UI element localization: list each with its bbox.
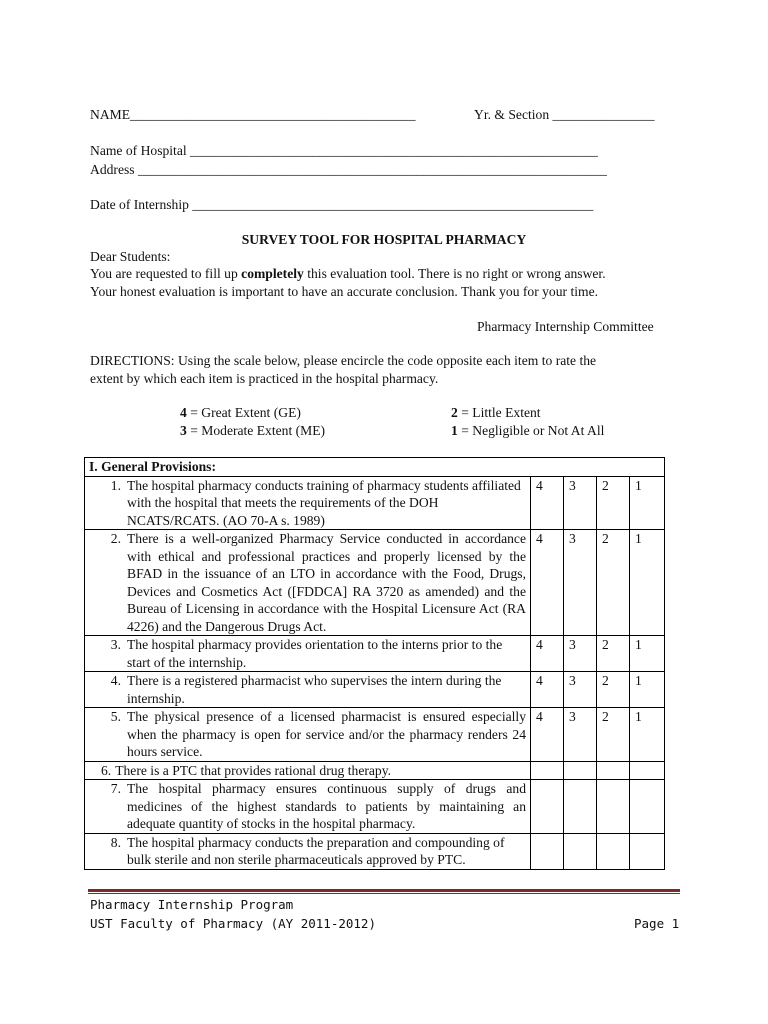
score-1[interactable]: 1 (630, 636, 665, 672)
score-3[interactable]: 3 (564, 636, 597, 672)
directions-line-1: DIRECTIONS: Using the scale below, please encircle the code opposite each item to rate the (90, 353, 597, 368)
score-3[interactable]: 3 (564, 530, 597, 636)
item-cell (85, 780, 531, 834)
scale-code: 3 (180, 423, 187, 438)
table-row (85, 833, 665, 869)
score-3[interactable]: 3 (564, 476, 597, 530)
score-4[interactable]: 4 (531, 476, 564, 530)
intro-line-1-b: this evaluation tool. There is no right or wrong answer. (303, 266, 606, 281)
item-number: 3. (110, 637, 121, 652)
directions-line-2: extent by which each item is practiced in the hospital pharmacy. (90, 371, 439, 386)
score-2[interactable]: 2 (597, 530, 630, 636)
score-1[interactable]: 1 (630, 708, 665, 762)
footer-program: Pharmacy Internship Program (90, 897, 294, 912)
score-2[interactable]: 2 (597, 708, 630, 762)
score-2[interactable] (597, 761, 630, 780)
table-row (85, 672, 665, 708)
intro-emphasis: completely (241, 266, 304, 281)
table-row (85, 761, 665, 780)
scale-label: = Great Extent (GE) (186, 405, 301, 420)
score-3[interactable] (564, 780, 597, 834)
item-text: There is a registered pharmacist who supervises the intern during the internship. (127, 673, 502, 706)
scale-label: = Little Extent (457, 405, 541, 420)
section-title: I. General Provisions: (85, 458, 665, 477)
table-row (85, 780, 665, 834)
score-1[interactable] (630, 761, 665, 780)
signature: Pharmacy Internship Committee (477, 319, 654, 334)
table-row (85, 708, 665, 762)
intro-line-1-a: You are requested to fill up (90, 266, 242, 281)
score-1[interactable] (630, 833, 665, 869)
scale-item-4 (180, 405, 301, 421)
score-3[interactable] (564, 761, 597, 780)
score-1[interactable]: 1 (630, 476, 665, 530)
score-3[interactable] (564, 833, 597, 869)
item-cell (85, 761, 531, 780)
scale-label: = Moderate Extent (ME) (186, 423, 326, 438)
item-text: There is a well-organized Pharmacy Service conducted in accordance with ethical and professional practices and properly licensed by the BFAD in the issuance of an LTO in accordance with the Food, Drugs, Devices and Cosmetics Act ([FDDCA] RA 3720 as amended) and the Bureau of Licensing in accordance with the Hospital Licensure Act (RA 4226) and the Dangerous Drugs Act. (127, 531, 526, 634)
score-1[interactable] (630, 780, 665, 834)
survey-table (84, 457, 665, 870)
scale-item-3 (180, 423, 325, 439)
item-number: 5. (110, 709, 121, 724)
score-3[interactable]: 3 (564, 672, 597, 708)
item-number: 2. (110, 531, 121, 546)
item-number: 6. (101, 762, 112, 778)
score-1[interactable]: 1 (630, 672, 665, 708)
scale-item-2 (451, 405, 541, 421)
item-cell (85, 476, 531, 530)
scale-item-1 (451, 423, 604, 439)
footer-rule-thin (88, 893, 680, 894)
table-row (85, 530, 665, 636)
score-2[interactable]: 2 (597, 672, 630, 708)
hospital-name-field[interactable]: Name of Hospital ____________________________________________________________ (90, 143, 598, 158)
score-2[interactable]: 2 (597, 636, 630, 672)
intro-line-1 (90, 266, 606, 282)
score-4[interactable] (531, 780, 564, 834)
yr-section-field[interactable]: Yr. & Section _______________ (474, 107, 655, 122)
item-number: 4. (110, 673, 121, 688)
scale-code: 1 (451, 423, 458, 438)
item-text: The physical presence of a licensed pharmacist is ensured especially when the pharmacy is open for service and/or the pharmacy renders 24 hours service. (127, 709, 526, 759)
document-title: SURVEY TOOL FOR HOSPITAL PHARMACY (241, 232, 527, 247)
item-cell (85, 672, 531, 708)
intro-line-2: Your honest evaluation is important to have an accurate conclusion. Thank you for your time. (90, 284, 599, 299)
scale-code: 2 (451, 405, 458, 420)
item-cell (85, 636, 531, 672)
score-2[interactable]: 2 (597, 476, 630, 530)
item-text: The hospital pharmacy conducts the preparation and compounding of bulk sterile and non sterile pharmaceuticals approved by PTC. (127, 834, 505, 867)
footer-faculty: UST Faculty of Pharmacy (AY 2011-2012) (90, 916, 376, 931)
scale-code: 4 (180, 405, 187, 420)
item-cell (85, 530, 531, 636)
item-text: There is a PTC that provides rational drug therapy. (115, 762, 392, 778)
item-text: The hospital pharmacy ensures continuous supply of drugs and medicines of the highest standards to patients by maintaining an adequate quantity of stocks in the hospital pharmacy. (127, 781, 526, 831)
name-field[interactable]: NAME__________________________________________ (90, 107, 416, 122)
score-4[interactable] (531, 761, 564, 780)
section-header-row (85, 458, 665, 477)
page-number: Page 1 (634, 916, 680, 931)
item-cell (85, 708, 531, 762)
score-3[interactable]: 3 (564, 708, 597, 762)
item-number: 1. (110, 477, 121, 493)
item-text: The hospital pharmacy conducts training of pharmacy students affiliated with the hospital that meets the requirements of the DOH NCATS/RCATS. (AO 70-A s. 1989) (127, 477, 521, 528)
score-4[interactable]: 4 (531, 530, 564, 636)
table-row (85, 636, 665, 672)
score-4[interactable]: 4 (531, 672, 564, 708)
score-4[interactable]: 4 (531, 708, 564, 762)
footer-rule (88, 889, 680, 892)
address-field[interactable]: Address _____________________________________________________________________ (90, 162, 607, 177)
score-2[interactable] (597, 833, 630, 869)
item-cell (85, 833, 531, 869)
item-number: 8. (110, 834, 121, 850)
item-number: 7. (110, 781, 121, 796)
score-4[interactable] (531, 833, 564, 869)
score-4[interactable]: 4 (531, 636, 564, 672)
score-2[interactable] (597, 780, 630, 834)
item-text: The hospital pharmacy provides orientation to the interns prior to the start of the internship. (127, 637, 503, 670)
greeting: Dear Students: (90, 249, 171, 264)
score-1[interactable]: 1 (630, 530, 665, 636)
table-row (85, 476, 665, 530)
date-of-internship-field[interactable]: Date of Internship ___________________________________________________________ (90, 197, 594, 212)
scale-label: = Negligible or Not At All (457, 423, 605, 438)
